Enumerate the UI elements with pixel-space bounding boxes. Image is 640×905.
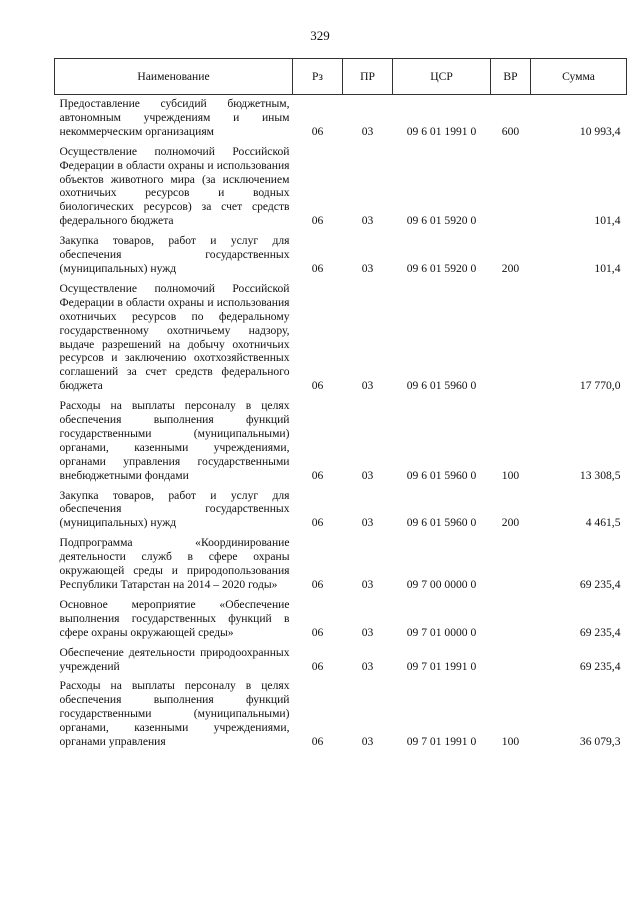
row-vr bbox=[491, 596, 531, 644]
row-csr: 09 7 01 0000 0 bbox=[406, 625, 477, 639]
row-csr: 09 6 01 5960 0 bbox=[406, 468, 477, 482]
row-sum: 13 308,5 bbox=[579, 468, 621, 482]
row-rz: 06 bbox=[311, 578, 324, 591]
row-pr: 03 bbox=[361, 468, 374, 482]
row-pr: 03 bbox=[361, 261, 374, 275]
row-pr: 03 bbox=[361, 625, 374, 639]
row-csr: 09 6 01 5960 0 bbox=[406, 516, 477, 530]
row-pr: 03 bbox=[361, 124, 374, 138]
row-csr: 09 7 00 0000 0 bbox=[406, 578, 477, 591]
row-sum: 69 235,4 bbox=[579, 578, 621, 591]
row-name: Расходы на выплаты персоналу в целях обеспечения выполнения функций государственными (муниципальными) органами, казенными учреждениями, органами управления государственными внебюджетными фондами bbox=[59, 399, 290, 482]
row-sum: 69 235,4 bbox=[579, 625, 621, 639]
header-vr: ВР bbox=[491, 59, 531, 95]
row-sum: 10 993,4 bbox=[579, 124, 621, 138]
row-csr: 09 6 01 5920 0 bbox=[406, 261, 477, 275]
row-rz: 06 bbox=[311, 516, 324, 530]
row-rz: 06 bbox=[311, 124, 324, 138]
table-row bbox=[55, 487, 627, 535]
table-row bbox=[55, 644, 627, 678]
budget-table bbox=[54, 58, 627, 753]
table-header-row bbox=[55, 59, 627, 95]
header-sum: Сумма bbox=[531, 59, 627, 95]
row-sum: 17 770,0 bbox=[579, 379, 621, 393]
page-number: 329 bbox=[310, 28, 330, 43]
table-row bbox=[55, 232, 627, 280]
row-csr: 09 6 01 5960 0 bbox=[406, 379, 477, 393]
table-row bbox=[55, 280, 627, 397]
row-rz: 06 bbox=[311, 379, 324, 393]
row-rz: 06 bbox=[311, 659, 324, 673]
row-vr: 600 bbox=[501, 124, 520, 138]
row-csr: 09 6 01 1991 0 bbox=[406, 124, 477, 138]
row-vr: 200 bbox=[501, 516, 520, 530]
table-row bbox=[55, 534, 627, 596]
row-sum: 101,4 bbox=[594, 261, 621, 275]
row-rz: 06 bbox=[311, 735, 324, 749]
row-vr: 200 bbox=[501, 261, 520, 275]
row-name: Осуществление полномочий Российской Федерации в области охраны и использования охотничьих ресурсов по федеральному государственному охотничьему надзору, выдаче разрешений на добычу охотничьих ресурсов и заключению охотхозяйственных соглашений за счет средств федерального бюджета bbox=[59, 281, 290, 393]
row-vr bbox=[491, 143, 531, 232]
table-row bbox=[55, 143, 627, 232]
row-vr: 100 bbox=[501, 468, 520, 482]
row-sum: 101,4 bbox=[594, 214, 621, 228]
row-vr: 100 bbox=[501, 735, 520, 749]
row-rz: 06 bbox=[311, 261, 324, 275]
row-rz: 06 bbox=[311, 214, 324, 228]
row-name: Основное мероприятие «Обеспечение выполнения государственных функций в сфере охраны окружающей среды» bbox=[59, 597, 290, 639]
row-csr: 09 7 01 1991 0 bbox=[406, 735, 477, 749]
table-row bbox=[55, 596, 627, 644]
header-rz: Рз bbox=[293, 59, 343, 95]
row-pr: 03 bbox=[361, 214, 374, 228]
row-name: Расходы на выплаты персоналу в целях обеспечения выполнения функций государственными (муниципальными) органами, казенными учреждениями, органами управления bbox=[59, 679, 290, 749]
row-vr bbox=[491, 644, 531, 678]
row-csr: 09 6 01 5920 0 bbox=[406, 214, 477, 228]
table-row bbox=[55, 677, 627, 753]
row-name: Осуществление полномочий Российской Федерации в области охраны и использования объектов животного мира (за исключением охотничьих ресурсов и водных биологических ресурсов) за счет средств федерального бюджета bbox=[59, 144, 290, 228]
header-csr: ЦСР bbox=[393, 59, 491, 95]
row-vr bbox=[491, 534, 531, 596]
header-name: Наименование bbox=[55, 59, 293, 95]
row-name: Закупка товаров, работ и услуг для обеспечения государственных (муниципальных) нужд bbox=[59, 488, 290, 530]
row-pr: 03 bbox=[361, 659, 374, 673]
row-name: Закупка товаров, работ и услуг для обеспечения государственных (муниципальных) нужд bbox=[59, 234, 290, 275]
row-vr bbox=[491, 280, 531, 397]
row-pr: 03 bbox=[361, 516, 374, 530]
row-rz: 06 bbox=[311, 468, 324, 482]
row-name: Подпрограмма «Координирование деятельности служб в сфере охраны окружающей среды и природопользования Республики Татарстан на 2014 – 2020 годы» bbox=[59, 536, 290, 591]
row-sum: 69 235,4 bbox=[579, 659, 621, 673]
table-row bbox=[55, 397, 627, 486]
row-csr: 09 7 01 1991 0 bbox=[406, 659, 477, 673]
row-name: Обеспечение деятельности природоохранных учреждений bbox=[59, 645, 290, 673]
row-pr: 03 bbox=[361, 578, 374, 591]
row-sum: 36 079,3 bbox=[579, 735, 621, 749]
row-rz: 06 bbox=[311, 625, 324, 639]
row-pr: 03 bbox=[361, 379, 374, 393]
row-pr: 03 bbox=[361, 735, 374, 749]
header-pr: ПР bbox=[343, 59, 393, 95]
row-name: Предоставление субсидий бюджетным, автономным учреждениям и иным некоммерческим организациям bbox=[59, 97, 290, 138]
table-row bbox=[55, 95, 627, 143]
row-sum: 4 461,5 bbox=[585, 516, 621, 530]
